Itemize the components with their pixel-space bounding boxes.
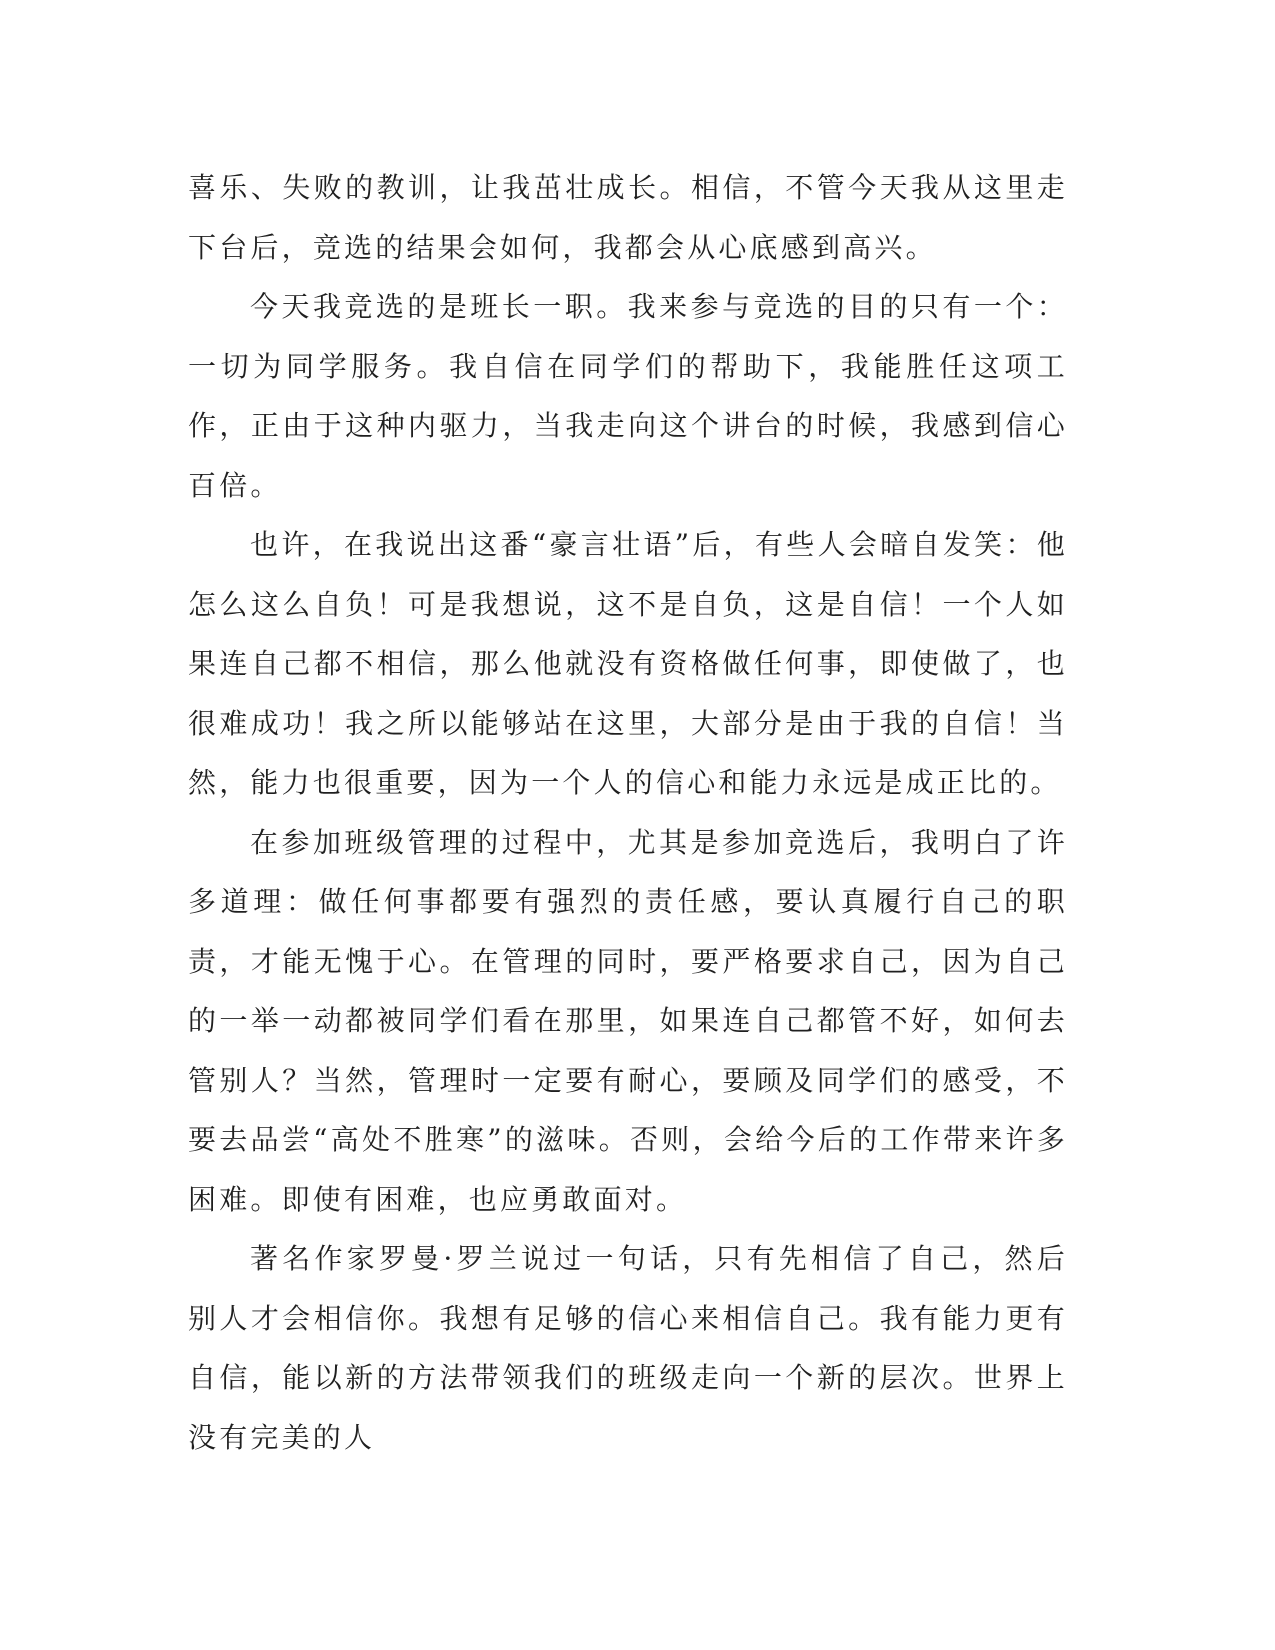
paragraph-5: 著名作家罗曼·罗兰说过一句话，只有先相信了自己，然后别人才会相信你。我想有足够的信心来相信自己。我有能力更有自信，能以新的方法带领我们的班级走向一个新的层次。世界上没有完美的人 (188, 1242, 1068, 1454)
paragraph-2: 今天我竞选的是班长一职。我来参与竞选的目的只有一个：一切为同学服务。我自信在同学们的帮助下，我能胜任这项工作，正由于这种内驱力，当我走向这个讲台的时候，我感到信心百倍。 (188, 290, 1068, 502)
body-text (188, 158, 1068, 1467)
paragraph-1: 喜乐、失败的教训，让我茁壮成长。相信，不管今天我从这里走下台后，竞选的结果会如何，我都会从心底感到高兴。 (188, 171, 1068, 264)
paragraph-4: 在参加班级管理的过程中，尤其是参加竞选后，我明白了许多道理：做任何事都要有强烈的责任感，要认真履行自己的职责，才能无愧于心。在管理的同时，要严格要求自己，因为自己的一举一动都被同学们看在那里，如果连自己都管不好，如何去管别人？当然，管理时一定要有耐心，要顾及同学们的感受，不要去品尝“高处不胜寒”的滋味。否则，会给今后的工作带来许多困难。即使有困难，也应勇敢面对。 (188, 825, 1068, 1216)
paragraph-3: 也许，在我说出这番“豪言壮语”后，有些人会暗自发笑：他怎么这么自负！可是我想说，这不是自负，这是自信！一个人如果连自己都不相信，那么他就没有资格做任何事，即使做了，也很难成功！我之所以能够站在这里，大部分是由于我的自信！当然，能力也很重要，因为一个人的信心和能力永远是成正比的。 (188, 528, 1068, 799)
